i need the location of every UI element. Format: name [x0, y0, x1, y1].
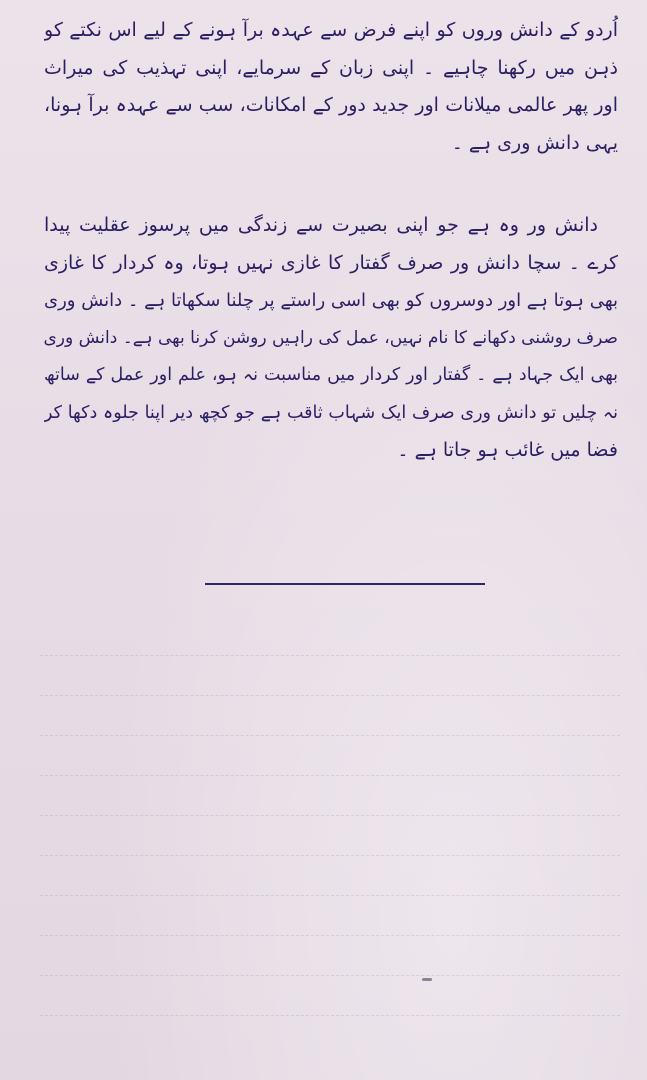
text-line: اور پھر عالمی میلانات اور جدید دور کے امکانات، سب سے عہدہ برآ ہونا، — [44, 94, 618, 116]
show-through-line — [40, 735, 620, 737]
text-line: صرف روشنی دکھانے کا نام نہیں، عمل کی راہیں روشن کرنا بھی ہے۔ دانش وری — [44, 327, 618, 348]
paragraph-1 — [44, 12, 618, 162]
text-line: دانش ور وہ ہے جو اپنی بصیرت سے زندگی میں پرسوز عقلیت پیدا — [44, 214, 598, 236]
text-line: نہ چلیں تو دانش وری صرف ایک شہاب ثاقب ہے جو کچھ دیر اپنا جلوہ دکھا کر — [44, 402, 618, 423]
show-through-line — [40, 775, 620, 777]
show-through-line — [40, 895, 620, 897]
show-through-line — [40, 1015, 620, 1017]
show-through-line — [40, 855, 620, 857]
section-divider — [205, 583, 485, 585]
text-line: کرے ۔ سچا دانش ور صرف گفتار کا غازی نہیں ہوتا، وہ کردار کا غازی — [44, 251, 618, 274]
show-through-line — [40, 695, 620, 697]
paragraph-2 — [44, 207, 618, 470]
text-line: بھی ایک جہاد ہے ۔ گفتار اور کردار میں مناسبت نہ ہو، علم اور عمل کے ساتھ — [44, 365, 618, 385]
show-through-line — [40, 935, 620, 937]
text-line: ذہن میں رکھنا چاہیے ۔ اپنی زبان کے سرمایے، اپنی تہذیب کی میراث — [44, 56, 618, 79]
show-through-line — [40, 975, 620, 977]
text-line: اُردو کے دانش وروں کو اپنے فرض سے عہدہ برآ ہونے کے لیے اس نکتے کو — [44, 19, 618, 41]
text-line: یہی دانش وری ہے ۔ — [451, 131, 618, 154]
show-through-line — [40, 815, 620, 817]
ink-speck — [422, 978, 432, 981]
show-through-line — [40, 655, 620, 657]
text-line: فضا میں غائب ہو جاتا ہے ۔ — [397, 439, 618, 461]
text-line: بھی ہوتا ہے اور دوسروں کو بھی اسی راستے پر چلنا سکھاتا ہے ۔ دانش وری — [44, 290, 618, 311]
